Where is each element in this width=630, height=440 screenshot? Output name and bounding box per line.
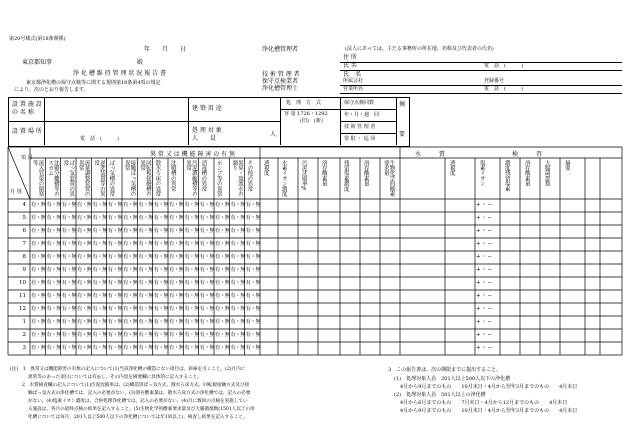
anomaly-cell[interactable]: 有・無: [61, 228, 77, 234]
column-header-13: ポンプ等の異常: [215, 160, 222, 197]
capacity-label: 処 理 対 象: [192, 127, 222, 134]
anomaly-cell[interactable]: 有・無: [138, 280, 154, 286]
anomaly-cell[interactable]: 有・無: [245, 241, 261, 247]
month-label: 11: [19, 293, 26, 299]
anomaly-cell[interactable]: 有・無: [245, 332, 261, 338]
anomaly-cell[interactable]: 有・無: [77, 241, 92, 247]
anomaly-cell[interactable]: 有・無: [169, 306, 184, 312]
resident-label: 常 駐 ・ 巡 回: [344, 136, 376, 142]
anomaly-cell[interactable]: 有・無: [199, 202, 215, 208]
corner-bottom: 月 別: [10, 189, 22, 195]
anomaly-cell[interactable]: 有・無: [61, 267, 77, 273]
anomaly-cell[interactable]: 有・無: [169, 228, 184, 234]
anomaly-cell[interactable]: 有・無: [31, 345, 46, 351]
anomaly-cell[interactable]: 有・無: [138, 215, 154, 221]
ratio-label-2: (旧) (新): [300, 118, 323, 124]
anomaly-cell[interactable]: 有・無: [153, 254, 169, 260]
building-use-label: 建 築 用 途: [192, 105, 222, 112]
column-header-12: 消毒槽の異常: [200, 160, 207, 192]
anomaly-cell[interactable]: 有・無: [215, 215, 230, 221]
anomaly-cell[interactable]: 有・無: [215, 228, 230, 234]
anomaly-cell[interactable]: 有・無: [184, 267, 200, 273]
deadline-1: (1) 処理対象人員 201人以上500人以下の浄化槽: [394, 376, 511, 382]
anomaly-cell[interactable]: 有・無: [199, 345, 215, 351]
anomaly-cell[interactable]: 有・無: [31, 293, 46, 299]
column-header-6: ばっ気槽の異常: [108, 160, 115, 197]
deadline-2: (2) 処理対象人員 501人以上の浄化槽: [394, 392, 486, 398]
anomaly-cell[interactable]: 有・無: [215, 254, 230, 260]
anomaly-cell[interactable]: 有・無: [46, 280, 62, 286]
anomaly-cell[interactable]: 有・無: [92, 293, 108, 299]
anomaly-cell[interactable]: 有・無: [230, 319, 246, 325]
anomaly-cell[interactable]: 有・無: [107, 293, 123, 299]
month-label: 9: [22, 267, 26, 273]
month-label: 5: [22, 215, 26, 221]
anomaly-cell[interactable]: 有・無: [153, 293, 169, 299]
anomaly-cell[interactable]: 有・無: [215, 345, 230, 351]
deadline-2b: 4月から9月までのもの 10月末日・4月から翌年3月までのもの 4月末日: [400, 408, 578, 414]
anomaly-cell[interactable]: 有・無: [169, 319, 184, 325]
anomaly-cell[interactable]: 有・無: [169, 332, 184, 338]
anomaly-cell[interactable]: 有・無: [92, 241, 108, 247]
anomaly-cell[interactable]: 有・無: [123, 280, 138, 286]
anomaly-cell[interactable]: 有・無: [107, 319, 123, 325]
month-label: 12: [19, 306, 26, 312]
deadline-2a: 4月から6月までのもの 7月末日・4月から12月までのもの 4月末日: [400, 400, 568, 406]
technician-org: 所属会社: [343, 78, 364, 84]
ph-cell[interactable]: + ・ −: [476, 228, 492, 234]
anomaly-cell[interactable]: 有・無: [230, 228, 246, 234]
technician-reg: 登録番号: [484, 78, 505, 84]
anomaly-cell[interactable]: 有・無: [215, 306, 230, 312]
corner-top: 項 目: [21, 155, 33, 161]
anomaly-cell[interactable]: 有・無: [46, 293, 62, 299]
anomaly-cell[interactable]: 有・無: [230, 332, 246, 338]
anomaly-cell[interactable]: 有・無: [245, 293, 261, 299]
anomaly-cell[interactable]: 有・無: [199, 267, 215, 273]
month-label: 1: [22, 319, 26, 325]
anomaly-cell[interactable]: 有・無: [215, 319, 230, 325]
anomaly-cell[interactable]: 有・無: [184, 332, 200, 338]
water-group-header: 水 質: [415, 151, 446, 158]
anomaly-cell[interactable]: 有・無: [61, 345, 77, 351]
anomaly-cell[interactable]: 有・無: [215, 332, 230, 338]
technician-name: 氏 名: [343, 71, 362, 78]
inspection-column-header-4: 溶存酸素量: [523, 160, 530, 187]
anomaly-cell[interactable]: 有・無: [230, 215, 246, 221]
manager-name: 氏 名: [343, 62, 357, 69]
anomaly-cell[interactable]: 有・無: [215, 241, 230, 247]
anomaly-cell[interactable]: 有・無: [230, 306, 246, 312]
ph-cell[interactable]: + ・ −: [476, 202, 492, 208]
ph-cell[interactable]: + ・ −: [476, 215, 492, 221]
note-line: (注) 1 異常又は機能障害の有無の記入について(1)当該浄化槽の構造にない項目は、斜線を引くこと。(2)月内に: [10, 367, 246, 372]
anomaly-cell[interactable]: 有・無: [61, 215, 77, 221]
anomaly-cell[interactable]: 有・無: [92, 306, 108, 312]
remarks-label: 摘: [399, 101, 406, 108]
anomaly-cell[interactable]: 有・無: [230, 254, 246, 260]
anomaly-cell[interactable]: 有・無: [123, 345, 138, 351]
anomaly-cell[interactable]: 有・無: [138, 345, 154, 351]
anomaly-cell[interactable]: 有・無: [107, 215, 123, 221]
anomaly-cell[interactable]: 有・無: [169, 267, 184, 273]
anomaly-cell[interactable]: 有・無: [123, 215, 138, 221]
anomaly-cell[interactable]: 有・無: [153, 202, 169, 208]
note-line: がない。(4)塩素イオン濃度は、合併処理浄化槽では、記入の必要がない。(4)月に数回の点検を実施してい: [28, 399, 248, 404]
inspection-column-header-1: 透視度: [448, 160, 455, 176]
anomaly-cell[interactable]: 有・無: [199, 228, 215, 234]
frequency-label: 保守点検回数: [344, 100, 375, 106]
anomaly-cell[interactable]: 有・無: [31, 254, 46, 260]
inspection-column-header-5: 大腸菌群数: [543, 160, 550, 187]
column-header-3: ばっ気装置の異常: [62, 160, 75, 197]
anomaly-cell[interactable]: 有・無: [31, 241, 46, 247]
anomaly-cell[interactable]: 有・無: [245, 306, 261, 312]
water-column-header-2: 水素イオン濃度: [280, 160, 287, 197]
ph-cell[interactable]: + ・ −: [476, 332, 492, 338]
anomaly-cell[interactable]: 有・無: [61, 280, 77, 286]
anomaly-cell[interactable]: 有・無: [153, 345, 169, 351]
ph-cell[interactable]: + ・ −: [476, 319, 492, 325]
anomaly-cell[interactable]: 有・無: [184, 319, 200, 325]
facility-name-label: 設 置 施 設 の 名 称: [12, 101, 42, 116]
column-header-8: 回転板接触槽の異常: [139, 160, 151, 197]
column-header-9: 散水ろ床の異常: [154, 160, 161, 197]
anomaly-cell[interactable]: 有・無: [199, 254, 215, 260]
anomaly-cell[interactable]: 有・無: [123, 241, 138, 247]
addressee: 東京都知事: [22, 59, 53, 66]
anomaly-cell[interactable]: 有・無: [169, 215, 184, 221]
column-header-5: 逆洗装置等の異常: [93, 160, 105, 197]
anomaly-cell[interactable]: 有・無: [199, 306, 215, 312]
anomaly-cell[interactable]: 有・無: [107, 267, 123, 273]
water-column-header-4: 溶存酸素量: [320, 160, 327, 187]
anomaly-cell[interactable]: 有・無: [184, 254, 200, 260]
column-header-1: 流入管渠の閉塞等: [31, 160, 44, 197]
anomaly-cell[interactable]: 有・無: [61, 241, 77, 247]
anomaly-cell[interactable]: 有・無: [123, 293, 138, 299]
anomaly-cell[interactable]: 有・無: [153, 306, 169, 312]
anomaly-cell[interactable]: 有・無: [107, 241, 123, 247]
anomaly-cell[interactable]: 有・無: [77, 280, 92, 286]
technician-phone: 電 話 ( ): [484, 86, 523, 92]
anomaly-cell[interactable]: 有・無: [46, 228, 62, 234]
manager-label: 浄化槽管理者: [262, 46, 299, 53]
anomaly-cell[interactable]: 有・無: [230, 202, 246, 208]
anomaly-cell[interactable]: 有・無: [138, 306, 154, 312]
anomaly-cell[interactable]: 有・無: [230, 345, 246, 351]
anomaly-cell[interactable]: 有・無: [184, 293, 200, 299]
ph-cell[interactable]: + ・ −: [476, 293, 492, 299]
anomaly-cell[interactable]: 有・無: [169, 293, 184, 299]
anomaly-cell[interactable]: 有・無: [77, 345, 92, 351]
anomaly-cell[interactable]: 有・無: [92, 319, 108, 325]
anomaly-cell[interactable]: 有・無: [77, 319, 92, 325]
anomaly-cell[interactable]: 有・無: [107, 280, 123, 286]
ph-cell[interactable]: + ・ −: [476, 306, 492, 312]
column-header-7: 接触ばっ気槽の異常: [123, 160, 136, 197]
note-line: 異常等のあった項目については有◎し、その内容を摘要欄に具体的に記入すること。: [28, 375, 202, 380]
anomaly-cell[interactable]: 有・無: [184, 202, 200, 208]
anomaly-cell[interactable]: 有・無: [92, 228, 108, 234]
anomaly-cell[interactable]: 有・無: [46, 306, 62, 312]
anomaly-cell[interactable]: 有・無: [153, 228, 169, 234]
note-line: 2 水質検査欄の記入について(1)汚泥沈殿率は、(2)構造別ばっ気方式、散水ろ床方式、回転板接触方式及び接: [22, 383, 250, 388]
anomaly-cell[interactable]: 有・無: [169, 280, 184, 286]
anomaly-cell[interactable]: 有・無: [123, 306, 138, 312]
anomaly-cell[interactable]: 有・無: [215, 202, 230, 208]
ph-cell[interactable]: + ・ −: [476, 280, 492, 286]
frequency-unit: 年・月・週 回: [344, 112, 380, 118]
anomaly-cell[interactable]: 有・無: [123, 267, 138, 273]
anomaly-cell[interactable]: 有・無: [184, 228, 200, 234]
inspector-label: 技 術 管 理 者: [344, 124, 376, 130]
anomaly-cell[interactable]: 有・無: [77, 267, 92, 273]
anomaly-cell[interactable]: 有・無: [46, 202, 62, 208]
remarks-label-2: 要: [399, 131, 406, 138]
anomaly-cell[interactable]: 有・無: [92, 345, 108, 351]
ph-cell[interactable]: + ・ −: [476, 267, 492, 273]
anomaly-cell[interactable]: 有・無: [92, 202, 108, 208]
inspection-column-header-2: 塩素イオン: [478, 160, 485, 187]
anomaly-cell[interactable]: 有・無: [46, 345, 62, 351]
water-column-header-5: 残留塩素濃度: [342, 160, 349, 192]
anomaly-cell[interactable]: 有・無: [107, 228, 123, 234]
capacity-label-2: 人 員: [192, 135, 217, 142]
facility-group-header: 異 常 又 は 機 能 障 害 の 有 無: [150, 151, 236, 158]
intro-line-2: により、次のとおり報告します。: [14, 87, 89, 93]
month-label: 2: [22, 332, 26, 338]
facility-phone: 電 話 ( ): [80, 136, 119, 142]
month-label: 4: [22, 202, 26, 208]
form-number: 第20号様式(第18条関係): [9, 36, 66, 42]
technician-label: 技 術 管 理 者: [262, 71, 300, 78]
column-header-11: 汚泥濃縮槽等の異常: [185, 160, 197, 197]
water-column-header-6: 溶存酸素量: [362, 160, 369, 187]
anomaly-cell[interactable]: 有・無: [199, 293, 215, 299]
inspector-label: 保守点検業者: [262, 78, 299, 85]
anomaly-cell[interactable]: 有・無: [123, 228, 138, 234]
month-label: 7: [22, 241, 26, 247]
anomaly-cell[interactable]: 有・無: [31, 332, 46, 338]
anomaly-cell[interactable]: 有・無: [153, 332, 169, 338]
manager-phone: 電 話 ( ): [484, 63, 523, 69]
anomaly-cell[interactable]: 有・無: [215, 293, 230, 299]
anomaly-cell[interactable]: 有・無: [61, 202, 77, 208]
column-header-10: 沈殿槽の異常: [169, 160, 176, 192]
anomaly-cell[interactable]: 有・無: [184, 215, 200, 221]
anomaly-cell[interactable]: 有・無: [230, 241, 246, 247]
month-label: 3: [22, 345, 26, 351]
septic-manager-label: 浄化槽管理士: [262, 85, 299, 92]
water-column-header-1: 透視度: [262, 160, 269, 176]
anomaly-cell[interactable]: 有・無: [107, 345, 123, 351]
ph-cell[interactable]: + ・ −: [476, 254, 492, 260]
anomaly-cell[interactable]: 有・無: [123, 254, 138, 260]
report-date: 年 月 日: [144, 46, 187, 53]
anomaly-cell[interactable]: 有・無: [31, 280, 46, 286]
manager-note: (法人にあっては、主たる事務所の所在地、名称及び代表者の氏名): [345, 46, 494, 52]
anomaly-cell[interactable]: 有・無: [46, 241, 62, 247]
anomaly-cell[interactable]: 有・無: [138, 228, 154, 234]
anomaly-cell[interactable]: 有・無: [184, 280, 200, 286]
anomaly-cell[interactable]: 有・無: [138, 254, 154, 260]
anomaly-cell[interactable]: 有・無: [230, 293, 246, 299]
month-label: 10: [19, 280, 26, 286]
anomaly-cell[interactable]: 有・無: [138, 319, 154, 325]
inspection-group-header: 検 査: [512, 151, 543, 158]
anomaly-cell[interactable]: 有・無: [153, 267, 169, 273]
anomaly-cell[interactable]: 有・無: [61, 293, 77, 299]
anomaly-cell[interactable]: 有・無: [61, 306, 77, 312]
facility-place-label: 設 置 場 所: [12, 128, 42, 135]
technician-office: 営業所名: [343, 86, 364, 92]
ratio-label: 容 量 1726・1292: [284, 111, 328, 117]
anomaly-cell[interactable]: 有・無: [153, 215, 169, 221]
column-header-2: 沈殿分離槽等のスカム: [47, 160, 59, 197]
anomaly-cell[interactable]: 有・無: [169, 254, 184, 260]
anomaly-cell[interactable]: 有・無: [107, 202, 123, 208]
water-column-header-3: 汚泥沈殿率%: [300, 160, 307, 192]
anomaly-cell[interactable]: 有・無: [245, 345, 261, 351]
column-header-15: その他の異常: [246, 160, 253, 192]
anomaly-cell[interactable]: 有・無: [107, 306, 123, 312]
anomaly-cell[interactable]: 有・無: [61, 319, 77, 325]
ph-cell[interactable]: + ・ −: [476, 241, 492, 247]
anomaly-cell[interactable]: 有・無: [123, 202, 138, 208]
anomaly-cell[interactable]: 有・無: [92, 332, 108, 338]
anomaly-cell[interactable]: 有・無: [215, 280, 230, 286]
anomaly-cell[interactable]: 有・無: [31, 202, 46, 208]
anomaly-cell[interactable]: 有・無: [46, 267, 62, 273]
inspection-column-header-3: 濃度残留塩素: [503, 160, 510, 192]
anomaly-cell[interactable]: 有・無: [31, 267, 46, 273]
anomaly-cell[interactable]: 有・無: [153, 319, 169, 325]
anomaly-cell[interactable]: 有・無: [46, 332, 62, 338]
anomaly-cell[interactable]: 有・無: [123, 319, 138, 325]
anomaly-cell[interactable]: 有・無: [169, 345, 184, 351]
anomaly-cell[interactable]: 有・無: [245, 202, 261, 208]
anomaly-cell[interactable]: 有・無: [107, 254, 123, 260]
anomaly-cell[interactable]: 有・無: [245, 319, 261, 325]
anomaly-cell[interactable]: 有・無: [199, 280, 215, 286]
anomaly-cell[interactable]: 有・無: [230, 280, 246, 286]
anomaly-cell[interactable]: 有・無: [92, 267, 108, 273]
column-header-4: 流量調整装置の異常: [77, 160, 90, 197]
note-line: 化槽については毎月、201人以上500人以下の浄化槽については年1回以上)、検査し結果を記入すること。: [28, 415, 248, 420]
anomaly-cell[interactable]: 有・無: [138, 293, 154, 299]
anomaly-cell[interactable]: 有・無: [153, 280, 169, 286]
anomaly-cell[interactable]: 有・無: [31, 228, 46, 234]
person-unit: 人: [270, 131, 277, 138]
note-line: 触ばっ気方式の浄化槽では、記入の必要がない。(3)溶存酸素量は、散水ろ床方式の浄化槽では、記入の必要: [28, 391, 251, 396]
anomaly-cell[interactable]: 有・無: [138, 202, 154, 208]
method-label: 処 理 方 式: [286, 100, 322, 106]
anomaly-cell[interactable]: 有・無: [245, 228, 261, 234]
anomaly-cell[interactable]: 有・無: [31, 215, 46, 221]
month-label: 6: [22, 228, 26, 234]
anomaly-cell[interactable]: 有・無: [245, 254, 261, 260]
document-title: 浄 化 槽 維 持 管 理 状 況 報 告 書: [73, 70, 166, 77]
honorific: 殿: [137, 59, 144, 66]
note-line: る施設は、各月の最終点検の結果を記入すること。(5)生物化学的酸素要求量及び大腸菌群数(1501人以上の浄: [28, 407, 255, 412]
anomaly-cell[interactable]: 有・無: [184, 345, 200, 351]
anomaly-cell[interactable]: 有・無: [46, 319, 62, 325]
column-header-14: 異臭・放流水の濁り: [231, 160, 243, 197]
anomaly-cell[interactable]: 有・無: [61, 332, 77, 338]
anomaly-cell[interactable]: 有・無: [245, 267, 261, 273]
anomaly-cell[interactable]: 有・無: [77, 293, 92, 299]
anomaly-cell[interactable]: 有・無: [31, 306, 46, 312]
anomaly-cell[interactable]: 有・無: [138, 267, 154, 273]
intro-line-1: 東京都浄化槽の保守点検等に関する規則第18条第4項の規定: [26, 80, 161, 86]
water-column-header-7: 生物化学的酸素要求量: [382, 160, 395, 197]
anomaly-cell[interactable]: 有・無: [77, 202, 92, 208]
inspection-column-header-6: 摘要: [563, 160, 570, 171]
anomaly-cell[interactable]: 有・無: [46, 215, 62, 221]
ph-cell[interactable]: + ・ −: [476, 345, 492, 351]
anomaly-cell[interactable]: 有・無: [46, 254, 62, 260]
anomaly-cell[interactable]: 有・無: [77, 228, 92, 234]
anomaly-cell[interactable]: 有・無: [230, 267, 246, 273]
anomaly-cell[interactable]: 有・無: [169, 202, 184, 208]
anomaly-cell[interactable]: 有・無: [169, 241, 184, 247]
anomaly-cell[interactable]: 有・無: [77, 254, 92, 260]
anomaly-cell[interactable]: 有・無: [245, 280, 261, 286]
anomaly-cell[interactable]: 有・無: [138, 332, 154, 338]
anomaly-cell[interactable]: 有・無: [77, 215, 92, 221]
anomaly-cell[interactable]: 有・無: [123, 332, 138, 338]
anomaly-cell[interactable]: 有・無: [215, 267, 230, 273]
anomaly-cell[interactable]: 有・無: [199, 332, 215, 338]
anomaly-cell[interactable]: 有・無: [199, 215, 215, 221]
anomaly-cell[interactable]: 有・無: [31, 319, 46, 325]
anomaly-cell[interactable]: 有・無: [92, 254, 108, 260]
anomaly-cell[interactable]: 有・無: [199, 241, 215, 247]
anomaly-cell[interactable]: 有・無: [92, 280, 108, 286]
anomaly-cell[interactable]: 有・無: [153, 241, 169, 247]
anomaly-cell[interactable]: 有・無: [92, 215, 108, 221]
anomaly-cell[interactable]: 有・無: [77, 306, 92, 312]
anomaly-cell[interactable]: 有・無: [61, 254, 77, 260]
anomaly-cell[interactable]: 有・無: [184, 241, 200, 247]
anomaly-cell[interactable]: 有・無: [245, 215, 261, 221]
anomaly-cell[interactable]: 有・無: [199, 319, 215, 325]
anomaly-cell[interactable]: 有・無: [138, 241, 154, 247]
anomaly-cell[interactable]: 有・無: [107, 332, 123, 338]
deadline-1a: 4月から9月までのもの 10月末日・4月から翌年3月までのもの 4月末日: [400, 384, 578, 390]
month-label: 8: [22, 254, 26, 260]
anomaly-cell[interactable]: 有・無: [77, 332, 92, 338]
deadline-header: 3 この報告書は、次の期限までに提出すること。: [388, 367, 502, 373]
anomaly-cell[interactable]: 有・無: [184, 306, 200, 312]
manager-address: 住 所: [343, 54, 357, 61]
